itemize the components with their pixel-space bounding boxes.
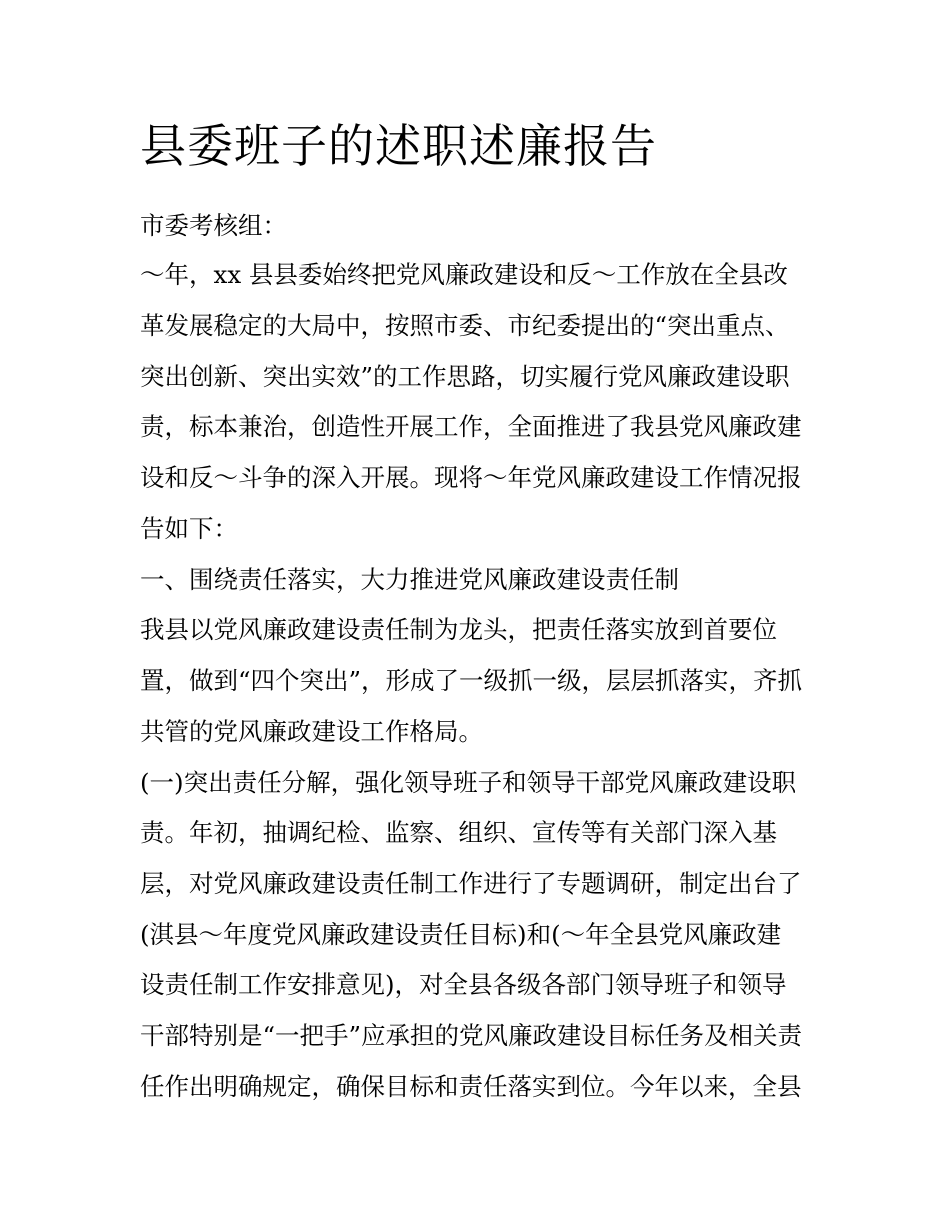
text-line: 干部特别是“一把手”应承担的党风廉政建设目标任务及相关责 <box>140 1021 803 1050</box>
text-line: (淇县～年度党风廉政建设责任目标)和(～年全县党风廉政建 <box>140 920 782 949</box>
text-line: 设和反～斗争的深入开展。现将～年党风廉政建设工作情况报 <box>140 463 802 492</box>
text-line: 任作出明确规定，确保目标和责任落实到位。今年以来，全县 <box>140 1072 802 1101</box>
text-line: 革发展稳定的大局中，按照市委、市纪委提出的“突出重点、 <box>140 311 790 340</box>
text-line: 市委考核组： <box>140 211 287 240</box>
text-line: 告如下： <box>140 514 238 543</box>
document-title: 县委班子的述职述廉报告 <box>140 119 657 173</box>
text-line: 责，标本兼治，创造性开展工作，全面推进了我县党风廉政建 <box>140 412 802 441</box>
text-line: ～年，xx 县县委始终把党风廉政建设和反～工作放在全县改 <box>140 260 788 289</box>
text-line: 共管的党风廉政建设工作格局。 <box>140 717 483 746</box>
text-line: 层，对党风廉政建设责任制工作进行了专题调研，制定出台了 <box>140 869 802 898</box>
text-line: 置，做到“四个突出”，形成了一级抓一级，层层抓落实，齐抓 <box>140 666 803 695</box>
text-line: 突出创新、突出实效”的工作思路，切实履行党风廉政建设职 <box>140 362 790 391</box>
text-line: 责。年初，抽调纪检、监察、组织、宣传等有关部门深入基 <box>140 818 777 847</box>
text-line: 设责任制工作安排意见)，对全县各级各部门领导班子和领导 <box>140 970 787 999</box>
section-heading: 一、围绕责任落实，大力推进党风廉政建设责任制 <box>140 565 679 594</box>
text-line: 我县以党风廉政建设责任制为龙头，把责任落实放到首要位 <box>140 615 777 644</box>
text-line: (一)突出责任分解，强化领导班子和领导干部党风廉政建设职 <box>140 768 797 797</box>
